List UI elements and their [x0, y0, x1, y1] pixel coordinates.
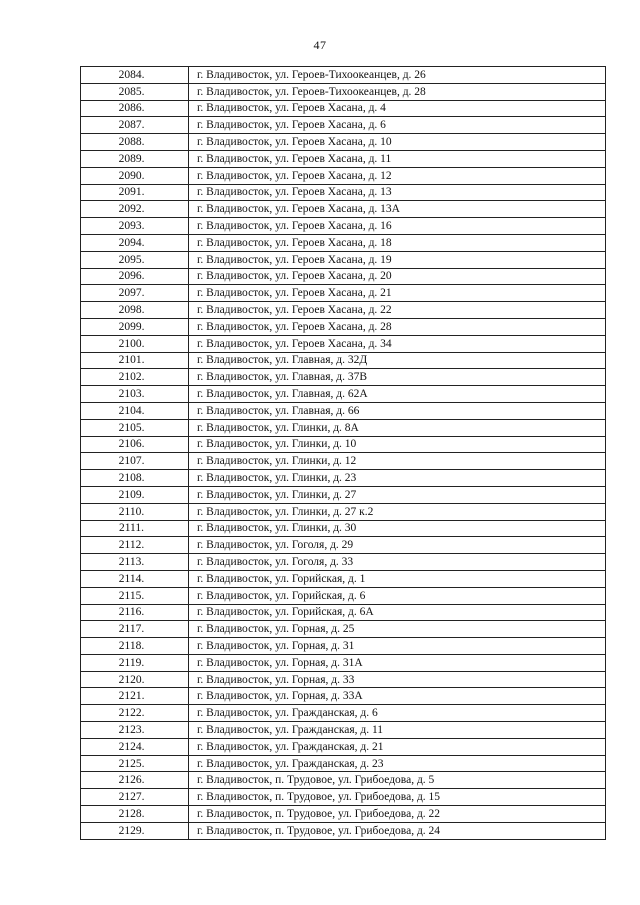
table-row [81, 503, 606, 520]
row-address: г. Владивосток, ул. Героев Хасана, д. 10 [189, 134, 606, 151]
row-address: г. Владивосток, ул. Героев Хасана, д. 22 [189, 302, 606, 319]
table-row [81, 218, 606, 235]
table-row [81, 486, 606, 503]
row-number: 2103. [81, 386, 189, 403]
row-address: г. Владивосток, ул. Горная, д. 33А [189, 688, 606, 705]
row-address: г. Владивосток, ул. Горная, д. 31А [189, 654, 606, 671]
table-row [81, 436, 606, 453]
table-row [81, 587, 606, 604]
row-number: 2105. [81, 419, 189, 436]
row-address: г. Владивосток, ул. Глинки, д. 30 [189, 520, 606, 537]
table-row [81, 285, 606, 302]
table-row [81, 520, 606, 537]
row-number: 2097. [81, 285, 189, 302]
table-row [81, 638, 606, 655]
table-row [81, 100, 606, 117]
table-row [81, 352, 606, 369]
row-address: г. Владивосток, ул. Главная, д. 62А [189, 386, 606, 403]
row-number: 2122. [81, 705, 189, 722]
row-number: 2112. [81, 537, 189, 554]
row-address: г. Владивосток, ул. Героев Хасана, д. 18 [189, 234, 606, 251]
row-address: г. Владивосток, ул. Гражданская, д. 6 [189, 705, 606, 722]
row-address: г. Владивосток, ул. Глинки, д. 27 к.2 [189, 503, 606, 520]
table-row [81, 705, 606, 722]
row-address: г. Владивосток, ул. Главная, д. 66 [189, 402, 606, 419]
table-row [81, 822, 606, 839]
table-row [81, 201, 606, 218]
row-number: 2116. [81, 604, 189, 621]
row-number: 2129. [81, 822, 189, 839]
row-address: г. Владивосток, п. Трудовое, ул. Грибоедова, д. 24 [189, 822, 606, 839]
row-number: 2111. [81, 520, 189, 537]
table-row [81, 234, 606, 251]
row-address: г. Владивосток, ул. Глинки, д. 27 [189, 486, 606, 503]
row-number: 2099. [81, 318, 189, 335]
row-address: г. Владивосток, ул. Героев Хасана, д. 13 [189, 184, 606, 201]
row-number: 2087. [81, 117, 189, 134]
row-number: 2086. [81, 100, 189, 117]
table-row [81, 117, 606, 134]
row-number: 2088. [81, 134, 189, 151]
table-row [81, 134, 606, 151]
row-number: 2127. [81, 789, 189, 806]
table-row [81, 302, 606, 319]
row-number: 2121. [81, 688, 189, 705]
table-row [81, 419, 606, 436]
table-row [81, 621, 606, 638]
row-address: г. Владивосток, ул. Горийская, д. 1 [189, 570, 606, 587]
table-row [81, 369, 606, 386]
table-row [81, 806, 606, 823]
table-row [81, 654, 606, 671]
row-number: 2110. [81, 503, 189, 520]
table-row [81, 83, 606, 100]
table-row [81, 335, 606, 352]
row-number: 2107. [81, 453, 189, 470]
row-number: 2092. [81, 201, 189, 218]
row-address: г. Владивосток, ул. Героев-Тихоокеанцев, д. 28 [189, 83, 606, 100]
row-address: г. Владивосток, ул. Героев Хасана, д. 11 [189, 150, 606, 167]
row-number: 2102. [81, 369, 189, 386]
row-number: 2085. [81, 83, 189, 100]
row-number: 2117. [81, 621, 189, 638]
row-address: г. Владивосток, ул. Героев Хасана, д. 12 [189, 167, 606, 184]
row-number: 2090. [81, 167, 189, 184]
row-number: 2115. [81, 587, 189, 604]
address-table [80, 66, 606, 840]
row-number: 2089. [81, 150, 189, 167]
table-row [81, 688, 606, 705]
row-number: 2114. [81, 570, 189, 587]
row-address: г. Владивосток, ул. Героев Хасана, д. 34 [189, 335, 606, 352]
table-row [81, 318, 606, 335]
row-number: 2094. [81, 234, 189, 251]
row-address: г. Владивосток, п. Трудовое, ул. Грибоедова, д. 22 [189, 806, 606, 823]
table-row [81, 268, 606, 285]
table-row [81, 772, 606, 789]
table-row [81, 402, 606, 419]
row-number: 2118. [81, 638, 189, 655]
row-address: г. Владивосток, ул. Героев Хасана, д. 16 [189, 218, 606, 235]
row-number: 2123. [81, 722, 189, 739]
row-number: 2119. [81, 654, 189, 671]
row-address: г. Владивосток, ул. Горная, д. 33 [189, 671, 606, 688]
row-number: 2108. [81, 470, 189, 487]
row-address: г. Владивосток, ул. Героев Хасана, д. 28 [189, 318, 606, 335]
row-number: 2091. [81, 184, 189, 201]
row-address: г. Владивосток, ул. Глинки, д. 8А [189, 419, 606, 436]
row-address: г. Владивосток, ул. Героев Хасана, д. 13А [189, 201, 606, 218]
table-row [81, 755, 606, 772]
row-address: г. Владивосток, ул. Гражданская, д. 11 [189, 722, 606, 739]
row-address: г. Владивосток, ул. Горийская, д. 6А [189, 604, 606, 621]
table-row [81, 554, 606, 571]
row-number: 2113. [81, 554, 189, 571]
row-number: 2109. [81, 486, 189, 503]
address-table-body [81, 67, 606, 840]
row-number: 2128. [81, 806, 189, 823]
table-row [81, 167, 606, 184]
row-number: 2120. [81, 671, 189, 688]
row-number: 2098. [81, 302, 189, 319]
table-row [81, 150, 606, 167]
row-number: 2104. [81, 402, 189, 419]
row-number: 2100. [81, 335, 189, 352]
row-number: 2095. [81, 251, 189, 268]
row-number: 2101. [81, 352, 189, 369]
table-row [81, 537, 606, 554]
row-address: г. Владивосток, ул. Героев Хасана, д. 21 [189, 285, 606, 302]
row-address: г. Владивосток, п. Трудовое, ул. Грибоедова, д. 5 [189, 772, 606, 789]
page-number: 47 [313, 38, 327, 52]
row-address: г. Владивосток, ул. Глинки, д. 12 [189, 453, 606, 470]
row-address: г. Владивосток, п. Трудовое, ул. Грибоедова, д. 15 [189, 789, 606, 806]
row-address: г. Владивосток, ул. Горийская, д. 6 [189, 587, 606, 604]
row-number: 2096. [81, 268, 189, 285]
table-row [81, 251, 606, 268]
row-number: 2126. [81, 772, 189, 789]
row-number: 2084. [81, 67, 189, 84]
table-row [81, 789, 606, 806]
row-address: г. Владивосток, ул. Героев-Тихоокеанцев, д. 26 [189, 67, 606, 84]
row-address: г. Владивосток, ул. Гражданская, д. 23 [189, 755, 606, 772]
table-row [81, 604, 606, 621]
row-address: г. Владивосток, ул. Героев Хасана, д. 6 [189, 117, 606, 134]
table-row [81, 722, 606, 739]
table-row [81, 570, 606, 587]
row-address: г. Владивосток, ул. Главная, д. 37В [189, 369, 606, 386]
row-address: г. Владивосток, ул. Гоголя, д. 33 [189, 554, 606, 571]
row-address: г. Владивосток, ул. Гражданская, д. 21 [189, 738, 606, 755]
table-row [81, 386, 606, 403]
row-address: г. Владивосток, ул. Глинки, д. 23 [189, 470, 606, 487]
row-number: 2125. [81, 755, 189, 772]
table-row [81, 453, 606, 470]
row-address: г. Владивосток, ул. Главная, д. 32Д [189, 352, 606, 369]
row-address: г. Владивосток, ул. Героев Хасана, д. 19 [189, 251, 606, 268]
row-number: 2093. [81, 218, 189, 235]
row-address: г. Владивосток, ул. Горная, д. 25 [189, 621, 606, 638]
row-address: г. Владивосток, ул. Героев Хасана, д. 4 [189, 100, 606, 117]
table-row [81, 671, 606, 688]
row-address: г. Владивосток, ул. Горная, д. 31 [189, 638, 606, 655]
table-row [81, 470, 606, 487]
table-row [81, 738, 606, 755]
table-row [81, 67, 606, 84]
row-address: г. Владивосток, ул. Гоголя, д. 29 [189, 537, 606, 554]
row-number: 2124. [81, 738, 189, 755]
row-address: г. Владивосток, ул. Глинки, д. 10 [189, 436, 606, 453]
table-row [81, 184, 606, 201]
row-number: 2106. [81, 436, 189, 453]
row-address: г. Владивосток, ул. Героев Хасана, д. 20 [189, 268, 606, 285]
